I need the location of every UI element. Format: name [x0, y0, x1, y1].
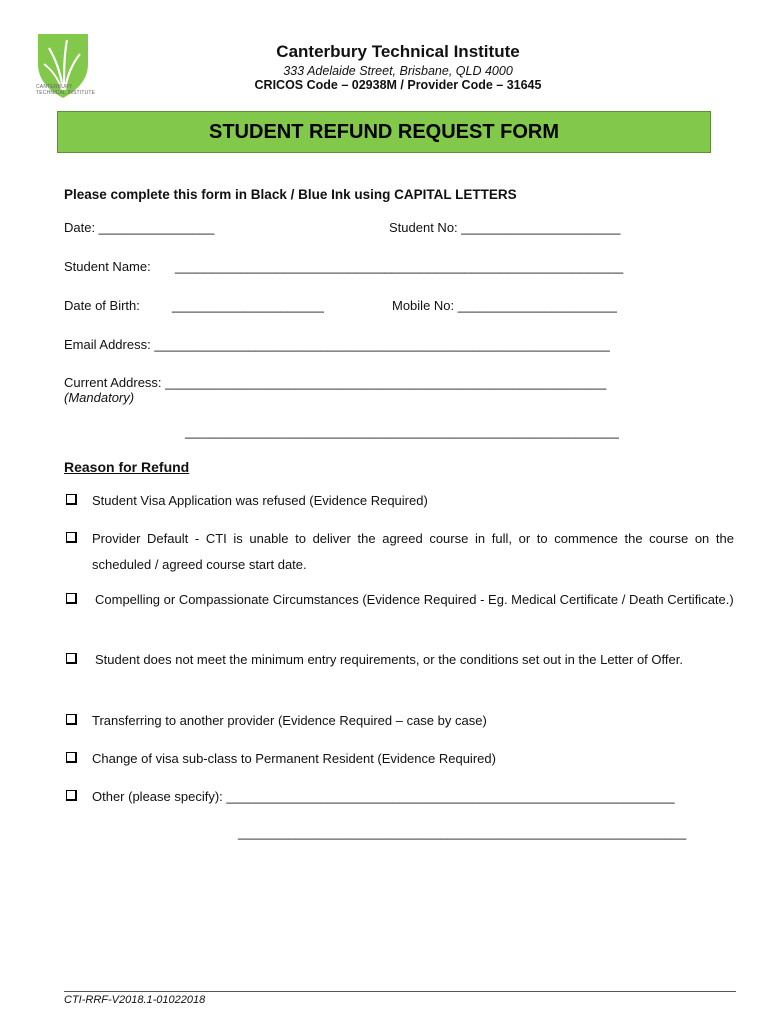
reason-visa-subclass: Change of visa sub-class to Permanent Resident (Evidence Required)	[92, 751, 496, 766]
dob-field[interactable]: _____________________	[172, 298, 324, 313]
checkbox-icon[interactable]	[66, 653, 77, 664]
reason-compassionate: Compelling or Compassionate Circumstances (Evidence Required - Eg. Medical Certificate / Death Certificate.)	[95, 592, 734, 607]
checkbox-icon[interactable]	[66, 752, 77, 763]
checkbox-icon[interactable]	[66, 790, 77, 801]
dob-label: Date of Birth:	[64, 298, 140, 313]
checkbox-icon[interactable]	[66, 532, 77, 543]
form-instructions: Please complete this form in Black / Blue Ink using CAPITAL LETTERS	[64, 187, 517, 202]
checkbox-icon[interactable]	[66, 593, 77, 604]
form-title: STUDENT REFUND REQUEST FORM	[209, 120, 559, 143]
student-no-field[interactable]: Student No: ______________________	[389, 220, 621, 235]
footer-divider	[64, 991, 736, 992]
current-address-field[interactable]: Current Address: _____________________________________________________________	[64, 375, 607, 390]
checkbox-icon[interactable]	[66, 494, 77, 505]
student-name-label: Student Name:	[64, 259, 151, 274]
reason-entry-requirements: Student does not meet the minimum entry requirements, or the conditions set out in the Letter of Offer.	[95, 652, 683, 667]
mandatory-note: (Mandatory)	[64, 390, 135, 405]
date-field[interactable]: Date: ________________	[64, 220, 215, 235]
reason-transfer: Transferring to another provider (Evidence Required – case by case)	[92, 713, 487, 728]
student-name-field[interactable]: ______________________________________________________________	[175, 259, 624, 274]
email-field[interactable]: Email Address: _______________________________________________________________	[64, 337, 610, 352]
logo-text: CANTERBURY TECHNICAL INSTITUTE	[36, 84, 96, 96]
mobile-field[interactable]: Mobile No: ______________________	[392, 298, 617, 313]
reason-visa-refused: Student Visa Application was refused (Evidence Required)	[92, 493, 428, 508]
other-line-2[interactable]: ______________________________________________________________	[238, 825, 687, 840]
form-title-banner	[57, 111, 711, 153]
reason-other-field[interactable]: Other (please specify): ______________________________________________________________	[92, 789, 675, 804]
address-line-2[interactable]: ____________________________________________________________	[185, 424, 619, 439]
footer-code: CTI-RRF-V2018.1-01022018	[64, 994, 206, 1006]
reason-provider-default: Provider Default - CTI is unable to deliver the agreed course in full, or to commence the course on the scheduled / agreed course start date.	[92, 531, 734, 572]
institute-address: 333 Adelaide Street, Brisbane, QLD 4000	[283, 64, 513, 78]
checkbox-icon[interactable]	[66, 714, 77, 725]
institute-name: Canterbury Technical Institute	[276, 42, 520, 61]
reason-heading: Reason for Refund	[64, 459, 190, 475]
institute-codes: CRICOS Code – 02938M / Provider Code – 31645	[254, 78, 542, 92]
